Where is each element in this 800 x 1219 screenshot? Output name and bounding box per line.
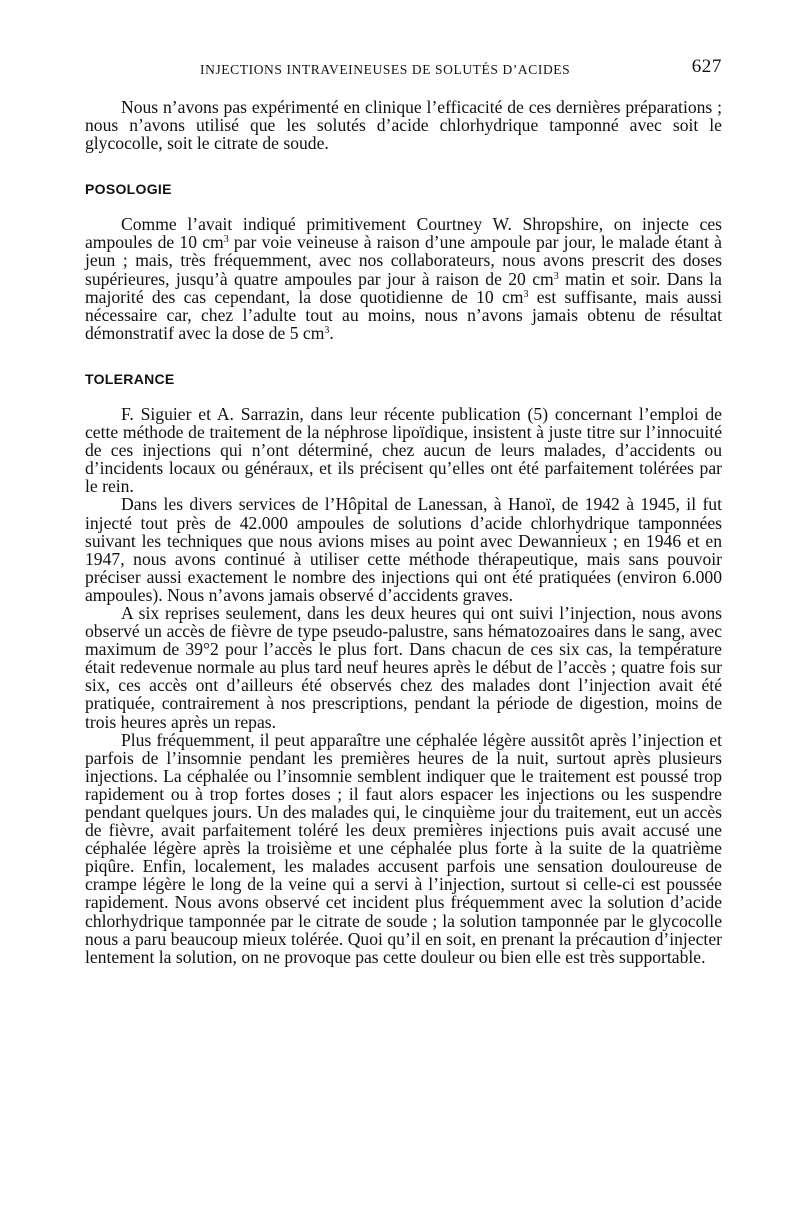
tolerance-paragraph-2: Dans les divers services de l’Hôpital de Lanessan, à Hanoï, de 1942 à 1945, il fut injecté tout près de 42.000 ampoules de solutions d’acide chlorhydrique tamponnées suivant les techniques que nous avions mises au point avec Dewannieux ; en 1946 et en 1947, nous avons continué à utiliser cette méthode thérapeutique, mais sans pouvoir préciser aussi exactement le nombre des injections qui ont été pratiquées (environ 6.000 ampoules). Nous n’avons jamais observé d’accidents graves. (85, 494, 722, 605)
intro-paragraph: Nous n’avons pas expérimenté en clinique l’efficacité de ces dernières préparations ; nous n’avons utilisé que les solutés d’acide chlorhydrique tamponné avec soit le glycocolle, soit le citrate de soude. (85, 97, 722, 154)
document-page (85, 56, 722, 966)
posologie-text-d: est suffisante, mais aussi nécessaire car, chez l’adulte tout au moins, nous n’avons jamais obtenu de résultat démonstratif avec la dose de 5 cm (85, 286, 722, 343)
superscript-cube: 3 (223, 234, 229, 246)
tolerance-paragraph-4: Plus fréquemment, il peut apparaître une céphalée légère aussitôt après l’injection et parfois de l’insomnie pendant les premières heures de la nuit, surtout après plusieurs injections. La céphalée ou l’insomnie semblent indiquer que le traitement est poussé trop rapidement ou à trop fortes doses ; il faut alors espacer les injections ou les suspendre pendant quelques jours. Un des malades qui, le cinquième jour du traitement, eut un accès de fièvre, avait parfaitement toléré les deux premières injections puis avait accusé une céphalée légère après la troisième et une céphalée plus forte à la suite de la quatrième piqûre. Enfin, localement, les malades accusent parfois une sensation douloureuse de crampe légère le long de la veine qui a servi à l’injection, surtout si celle-ci est poussée rapidement. Nous avons observé cet incident plus fréquemment avec la solution d’acide chlorhydrique tamponnée par le citrate de soude ; la solution tamponnée par le glycocolle nous a paru beaucoup mieux tolérée. Quoi qu’il en soit, en prenant la précaution d’injecter lentement la solution, on ne provoque pas cette douleur ou bien elle est très supportable. (85, 729, 722, 967)
posologie-paragraph (85, 215, 722, 342)
page-number: 627 (691, 56, 722, 77)
running-title: INJECTIONS INTRAVEINEUSES DE SOLUTÉS D’ACIDES (200, 62, 571, 77)
posologie-text-e: . (329, 322, 334, 343)
superscript-cube: 3 (324, 324, 330, 336)
posologie-text-c: matin et soir. Dans la majorité des cas cependant, la dose quotidienne de 10 cm (85, 268, 722, 307)
superscript-cube: 3 (553, 270, 559, 282)
posologie-text-a: Comme l’avait indiqué primitivement Courtney W. Shropshire, on injecte ces ampoules de 10 cm (85, 214, 722, 253)
tolerance-paragraph-1: F. Siguier et A. Sarrazin, dans leur récente publication (5) concernant l’emploi de cette méthode de traitement de la néphrose lipoïdique, insistent à juste titre sur l’innocuité de ces injections qui n’ont déterminé, chez aucun de leurs malades, d’accidents ou d’incidents locaux ou généraux, et ils précisent qu’elles ont été parfaitement tolérées par le rein. (85, 403, 722, 497)
superscript-cube: 3 (523, 288, 529, 300)
section-heading-tolerance: TOLERANCE (85, 370, 175, 387)
tolerance-paragraph-3: A six reprises seulement, dans les deux heures qui ont suivi l’injection, nous avons observé un accès de fièvre de type pseudo-palustre, sans hématozoaires dans le sang, avec maximum de 39°2 pour l’accès le plus fort. Dans chacun de ces six cas, la température était redevenue normale au plus tard neuf heures après le début de l’accès ; quatre fois sur six, ces accès ont d’ailleurs été observés chez des malades dont l’injection avait été pratiquée, contrairement à nos prescriptions, pendant la période de digestion, moins de trois heures après un repas. (85, 602, 722, 732)
section-heading-posologie: POSOLOGIE (85, 181, 172, 198)
posologie-text-b: par voie veineuse à raison d’une ampoule par jour, le malade étant à jeun ; mais, très fréquemment, avec nos collaborateurs, nous avons prescrit des doses supérieures, jusqu’à quatre ampoules par jour à raison de 20 cm (85, 232, 722, 289)
running-header (85, 56, 722, 84)
